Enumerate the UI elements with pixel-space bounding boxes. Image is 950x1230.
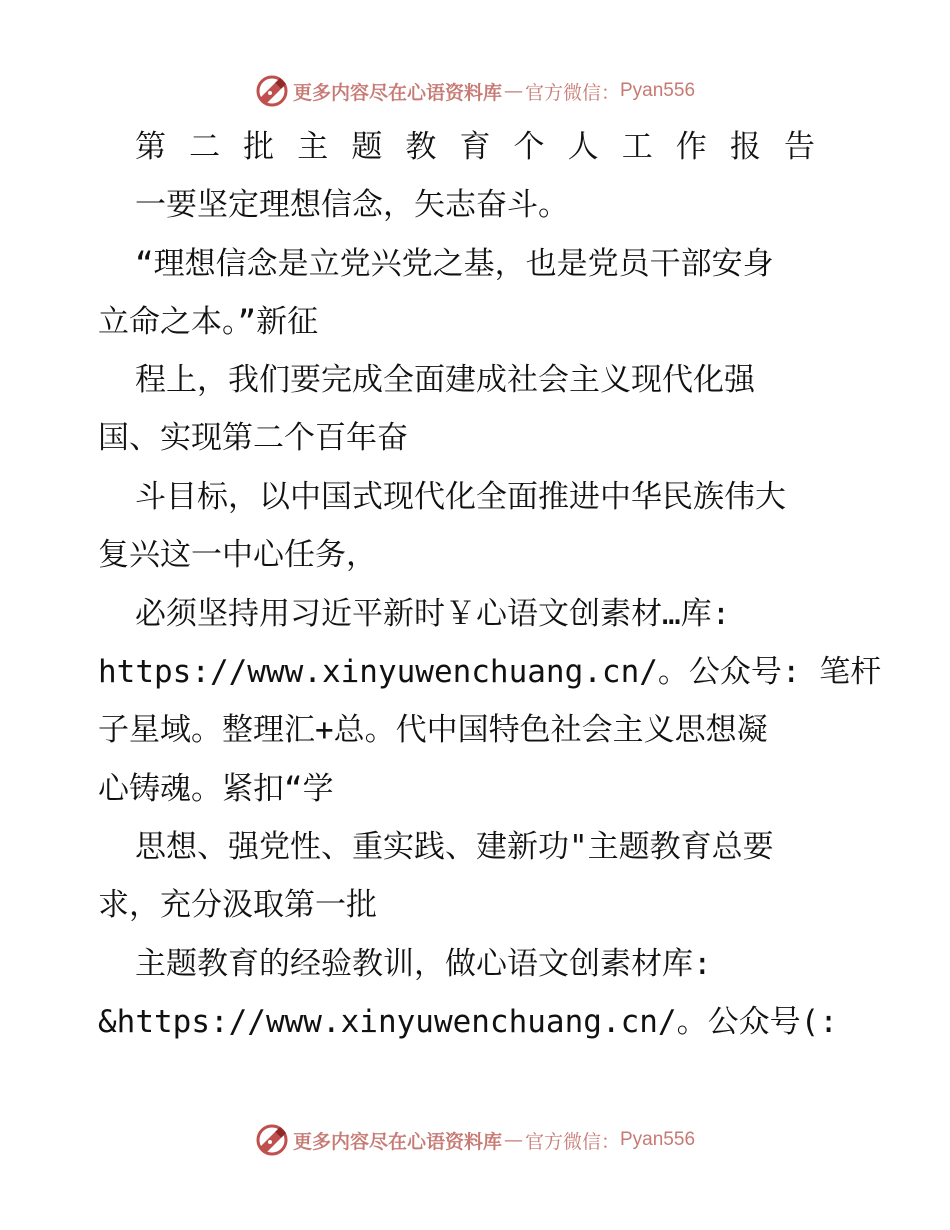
- title-char: 告: [783, 129, 815, 165]
- title-char: 批: [243, 129, 275, 165]
- body-line: 程上，我们要完成全面建成社会主义现代化强: [135, 362, 755, 398]
- body-line: 斗目标，以中国式现代化全面推进中华民族伟大: [135, 479, 786, 515]
- header-separator: —: [503, 80, 523, 102]
- body-line: 必须坚持用习近平新时￥心语文创素材…库:: [135, 596, 731, 632]
- title-char: 教: [405, 129, 437, 165]
- title-char: 第: [135, 129, 166, 165]
- body-line: 求，充分汲取第一批: [98, 887, 377, 923]
- footer-wechat-label: 官方微信：: [524, 1130, 620, 1153]
- body-line: &https://www.xinyuwenchuang.cn/。公众号(:: [98, 1004, 838, 1040]
- title-char: 人: [567, 129, 599, 165]
- body-line: 复兴这一中心任务，: [98, 537, 377, 573]
- title-char: 题: [351, 129, 383, 165]
- title-char: 个: [513, 129, 545, 165]
- pen-logo-icon: [255, 74, 289, 108]
- body-line: 立命之本。”新征: [98, 304, 319, 340]
- footer-wechat-id: Pyan556: [620, 1129, 696, 1150]
- header-wechat-label: 官方微信：: [524, 81, 620, 104]
- header-promo-text: 更多内容尽在心语资料库: [292, 81, 502, 104]
- body-line: 子星域。整理汇+总。代中国特色社会主义思想凝: [98, 712, 768, 748]
- footer-separator: —: [503, 1129, 523, 1151]
- title-char: 主: [297, 129, 329, 165]
- footer-watermark-banner: [0, 1120, 950, 1160]
- body-line: 心铸魂。紧扣“学: [98, 771, 334, 807]
- document-title: [135, 127, 815, 167]
- body-line: “理想信念是立党兴党之基，也是党员干部安身: [135, 246, 774, 282]
- header-watermark-banner: [0, 71, 950, 111]
- title-char: 工: [621, 129, 653, 165]
- title-char: 育: [459, 129, 491, 165]
- title-char: 二: [189, 129, 221, 165]
- title-char: 报: [729, 129, 761, 165]
- title-char: 作: [675, 129, 707, 165]
- body-line: https://www.xinyuwenchuang.cn/。公众号: 笔杆: [98, 654, 882, 690]
- body-line: 一要坚定理想信念，矢志奋斗。: [135, 187, 569, 223]
- header-wechat-id: Pyan556: [620, 80, 696, 101]
- pen-logo-icon: [255, 1123, 289, 1157]
- body-line: 主题教育的经验教训，做心语文创素材库:: [135, 946, 712, 982]
- footer-promo-text: 更多内容尽在心语资料库: [292, 1130, 502, 1153]
- body-line: 国、实现第二个百年奋: [98, 420, 408, 456]
- body-line: 思想、强党性、重实践、建新功"主题教育总要: [135, 829, 774, 865]
